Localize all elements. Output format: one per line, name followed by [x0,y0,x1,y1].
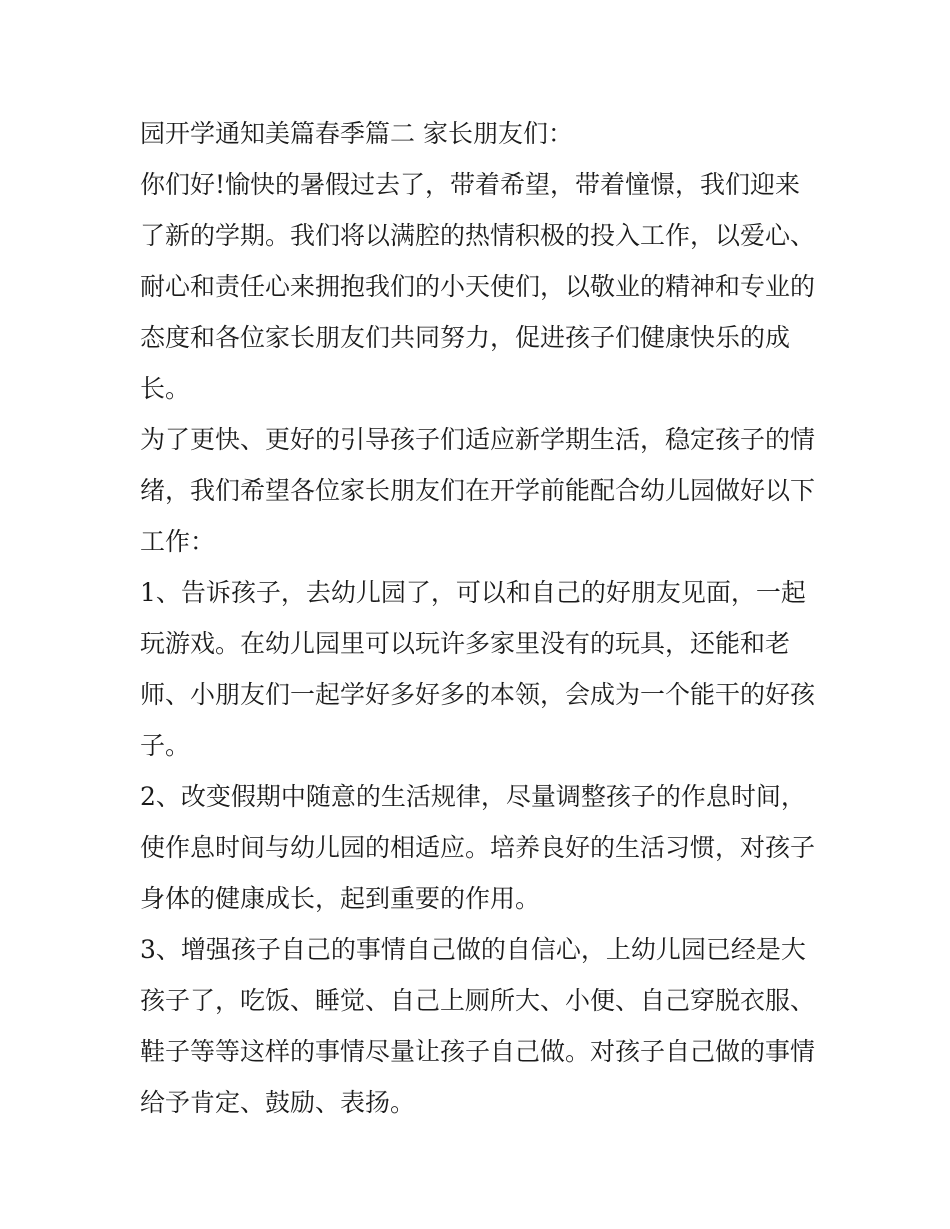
paragraph-item-2: 2、改变假期中随意的生活规律，尽量调整孩子的作息时间，使作息时间与幼儿园的相适应。培养良好的生活习惯，对孩子身体的健康成长，起到重要的作用。 [140,782,816,913]
document-body [140,108,820,1128]
paragraph-greeting: 你们好!愉快的暑假过去了，带着希望，带着憧憬，我们迎来了新的学期。我们将以满腔的热情积极的投入工作，以爱心、耐心和责任心来拥抱我们的小天使们，以敬业的精神和专业的态度和各位家长朋友们共同努力，促进孩子们健康快乐的成长。 [140,170,816,403]
title-line: 园开学通知美篇春季篇二 家长朋友们： [140,119,573,148]
paragraph-item-1: 1、告诉孩子，去幼儿园了，可以和自己的好朋友见面，一起玩游戏。在幼儿园里可以玩许多家里没有的玩具，还能和老师、小朋友们一起学好多好多的本领，会成为一个能干的好孩子。 [140,578,816,760]
paragraph-request: 为了更快、更好的引导孩子们适应新学期生活，稳定孩子的情绪，我们希望各位家长朋友们在开学前能配合幼儿园做好以下工作： [140,425,816,556]
paragraph-item-3: 3、增强孩子自己的事情自己做的自信心，上幼儿园已经是大孩子了，吃饭、睡觉、自己上厕所大、小便、自己穿脱衣服、鞋子等等这样的事情尽量让孩子自己做。对孩子自己做的事情给予肯定、鼓励、表扬。 [140,935,816,1117]
